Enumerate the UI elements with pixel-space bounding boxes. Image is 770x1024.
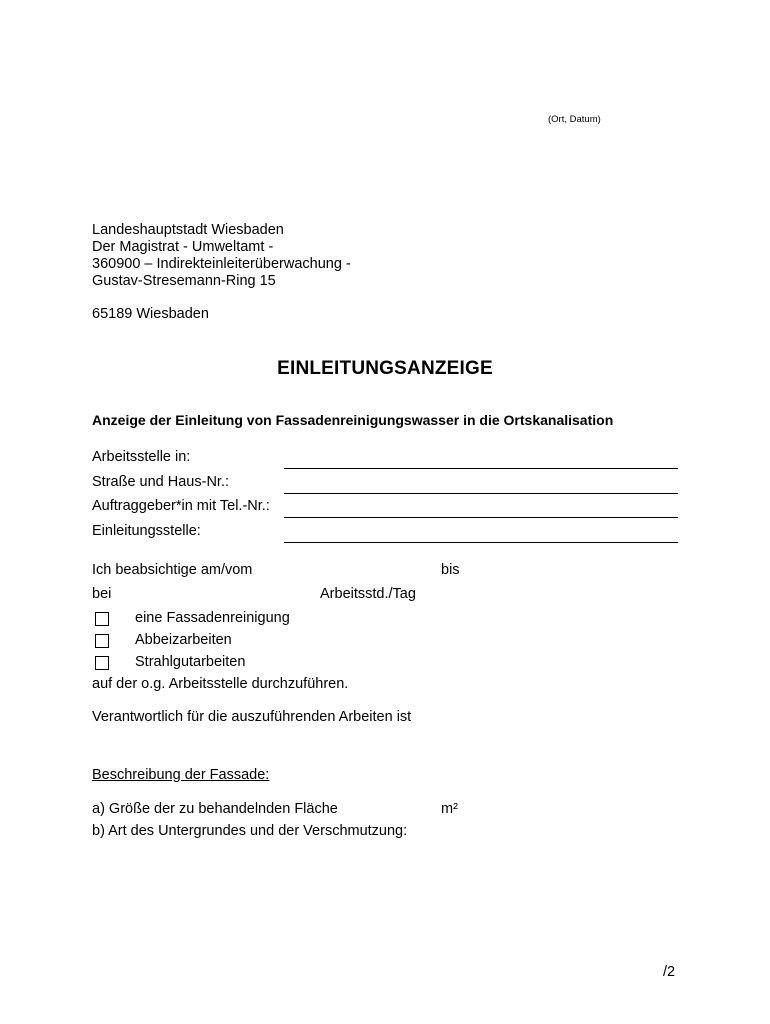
address-line: Der Magistrat - Umweltamt - (92, 239, 274, 255)
page-number: /2 (663, 964, 676, 980)
checkbox-label-facade-cleaning: eine Fassadenreinigung (135, 610, 290, 626)
facade-substrate-label: b) Art des Untergrundes und der Verschmutzung: (92, 823, 408, 839)
facade-heading: Beschreibung der Fassade: (92, 767, 270, 783)
document-subtitle: Anzeige der Einleitung von Fassadenreinigungswasser in die Ortskanalisation (92, 412, 614, 428)
intent-date-label: Ich beabsichtige am/vom (92, 562, 253, 578)
address-zip-city: 65189 Wiesbaden (92, 306, 209, 322)
checkbox-paint-stripping[interactable] (95, 634, 109, 648)
field-discharge-point-input[interactable] (284, 542, 678, 543)
field-label-street: Straße und Haus-Nr.: (92, 474, 229, 490)
address-line: Landeshauptstadt Wiesbaden (92, 222, 284, 238)
closing-line: auf der o.g. Arbeitsstelle durchzuführen. (92, 676, 349, 692)
until-date-label: bis (441, 562, 460, 578)
checkbox-label-paint-stripping: Abbeizarbeiten (135, 632, 232, 648)
field-client-input[interactable] (284, 517, 678, 518)
checkbox-blasting[interactable] (95, 656, 109, 670)
field-label-discharge-point: Einleitungsstelle: (92, 523, 201, 539)
checkbox-facade-cleaning[interactable] (95, 612, 109, 626)
facade-area-label: a) Größe der zu behandelnden Fläche (92, 801, 338, 817)
field-label-client: Auftraggeber*in mit Tel.-Nr.: (92, 498, 270, 514)
field-label-work-site: Arbeitsstelle in: (92, 449, 191, 465)
at-label: bei (92, 586, 112, 602)
place-date-caption: (Ort, Datum) (548, 114, 601, 125)
document-title: EINLEITUNGSANZEIGE (277, 358, 493, 379)
field-work-site-input[interactable] (284, 468, 678, 469)
responsible-label: Verantwortlich für die auszuführenden Arbeiten ist (92, 709, 412, 725)
field-street-input[interactable] (284, 493, 678, 494)
address-line: Gustav-Stresemann-Ring 15 (92, 273, 276, 289)
recipient-address (92, 222, 452, 290)
address-line: 360900 – Indirekteinleiterüberwachung - (92, 256, 351, 272)
checkbox-label-blasting: Strahlgutarbeiten (135, 654, 246, 670)
facade-area-unit: m² (441, 801, 458, 817)
hours-per-day-label: Arbeitsstd./Tag (320, 586, 416, 602)
